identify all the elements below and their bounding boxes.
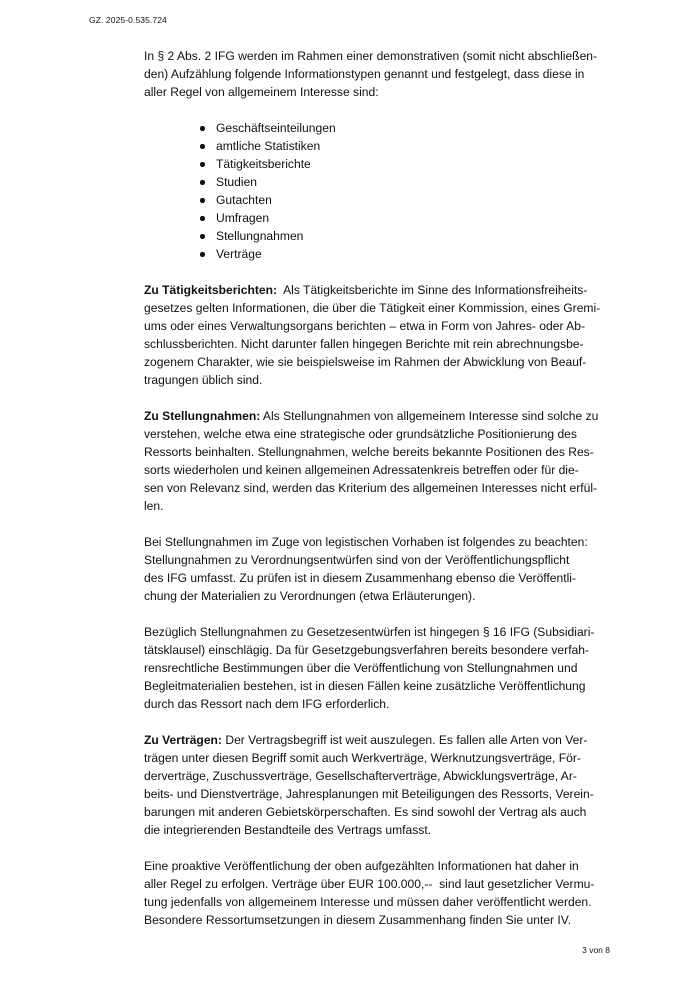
text-line: In § 2 Abs. 2 IFG werden im Rahmen einer demonstrativen (somit nicht abschließen-: [144, 49, 598, 63]
list-item: [144, 245, 614, 263]
text-line: tung jedenfalls von allgemeinem Interesse und müssen daher veröffentlicht werden.: [144, 895, 592, 909]
text-line: zogenem Charakter, wie sie beispielsweise im Rahmen der Abwicklung von Beauf-: [144, 355, 587, 369]
bullet-icon: [200, 180, 205, 185]
text-line: Der Vertragsbegriff ist weit auszulegen. Es fallen alle Arten von Ver-: [221, 733, 588, 747]
text-line: verstehen, welche etwa eine strategische oder grundsätzliche Positionierung des: [144, 427, 577, 441]
text-line: Bezüglich Stellungnahmen zu Gesetzesentwürfen ist hingegen § 16 IFG (Subsidiari-: [144, 625, 595, 639]
text-line: rensrechtliche Bestimmungen über die Veröffentlichung von Stellungnahmen und: [144, 661, 578, 675]
text-line: durch das Ressort nach dem IFG erforderlich.: [144, 697, 390, 711]
conclusion-paragraph: [144, 857, 614, 929]
document-reference-number: GZ. 2025-0.535.724: [89, 15, 167, 25]
intro-paragraph: [144, 47, 614, 101]
text-line: aller Regel von allgemeinem Interesse sind:: [144, 85, 379, 99]
text-line: sorts wiederholen und keinen allgemeinen Adressatenkreis betreffen oder für die-: [144, 463, 579, 477]
text-line: des IFG umfasst. Zu prüfen ist in diesem Zusammenhang ebenso die Veröffentli-: [144, 571, 577, 585]
text-line: Ressorts beinhalten. Stellungnahmen, welche bereits bekannte Positionen des Res-: [144, 445, 594, 459]
page-number: 3 von 8: [582, 945, 610, 955]
list-item-label: amtliche Statistiken: [216, 139, 321, 153]
list-item: [144, 119, 614, 137]
text-line: ums oder eines Verwaltungsorgans berichten – etwa in Form von Jahres- oder Ab-: [144, 319, 585, 333]
text-line: chung der Materialien zu Verordnungen (etwa Erläuterungen).: [144, 589, 476, 603]
list-item-label: Tätigkeitsberichte: [216, 157, 311, 171]
section-heading: Zu Stellungnahmen:: [144, 409, 261, 423]
list-item-label: Verträge: [216, 247, 262, 261]
text-line: derverträge, Zuschussverträge, Gesellschafterverträge, Abwicklungsverträge, Ar-: [144, 769, 577, 783]
bullet-icon: [200, 162, 205, 167]
text-line: schlussberichten. Nicht darunter fallen hingegen Berichte mit rein abrechnungsbe-: [144, 337, 584, 351]
text-line: barungen mit anderen Gebietskörperschaften. Es sind sowohl der Vertrag als auch: [144, 805, 587, 819]
gesetzesentwuerfe-paragraph: [144, 623, 614, 713]
legistik-paragraph: [144, 533, 614, 605]
text-line: den) Aufzählung folgende Informationstypen genannt und festgelegt, dass diese in: [144, 67, 585, 81]
text-line: Als Stellungnahmen von allgemeinem Interesse sind solche zu: [260, 409, 599, 423]
text-line: Stellungnahmen zu Verordnungsentwürfen sind von der Veröffentlichungspflicht: [144, 553, 570, 567]
page-body: [144, 47, 614, 929]
list-item: [144, 191, 614, 209]
text-line: Als Tätigkeitsberichte im Sinne des Informationsfreiheits-: [277, 283, 588, 297]
vertraege-paragraph: [144, 731, 614, 839]
list-item-label: Gutachten: [216, 193, 272, 207]
list-item: [144, 227, 614, 245]
list-item: [144, 155, 614, 173]
text-line: beits- und Dienstverträge, Jahresplanungen mit Beteiligungen des Ressorts, Verein-: [144, 787, 594, 801]
taetigkeitsberichte-paragraph: [144, 281, 614, 389]
text-line: Bei Stellungnahmen im Zuge von legistischen Vorhaben ist folgendes zu beachten:: [144, 535, 588, 549]
list-item: [144, 209, 614, 227]
text-line: gesetzes gelten Informationen, die über die Tätigkeit einer Kommission, eines Gremi-: [144, 301, 601, 315]
bullet-icon: [200, 126, 205, 131]
list-item-label: Stellungnahmen: [216, 229, 304, 243]
list-item: [144, 137, 614, 155]
bullet-icon: [200, 234, 205, 239]
bullet-icon: [200, 144, 205, 149]
text-line: tragungen üblich sind.: [144, 373, 263, 387]
text-line: tätsklausel) einschlägig. Da für Gesetzgebungsverfahren bereits besondere verfah-: [144, 643, 590, 657]
section-heading: Zu Verträgen:: [144, 733, 222, 747]
list-item: [144, 173, 614, 191]
text-line: die integrierenden Bestandteile des Vertrags umfasst.: [144, 823, 432, 837]
bullet-icon: [200, 216, 205, 221]
text-line: Begleitmaterialien bestehen, ist in diesen Fällen keine zusätzliche Veröffentlichung: [144, 679, 586, 693]
section-heading: Zu Tätigkeitsberichten:: [144, 283, 278, 297]
list-item-label: Geschäftseinteilungen: [216, 121, 336, 135]
list-item-label: Studien: [216, 175, 258, 189]
stellungnahmen-paragraph: [144, 407, 614, 515]
list-item-label: Umfragen: [216, 211, 270, 225]
information-types-list: [144, 119, 614, 263]
text-line: Eine proaktive Veröffentlichung der oben aufgezählten Informationen hat daher in: [144, 859, 579, 873]
bullet-icon: [200, 252, 205, 257]
text-line: len.: [144, 499, 164, 513]
text-line: sen von Relevanz sind, werden das Kriterium des allgemeinen Interesses nicht erfül-: [144, 481, 598, 495]
text-line: trägen unter diesen Begriff somit auch Werkverträge, Werknutzungsverträge, För-: [144, 751, 581, 765]
text-line: aller Regel zu erfolgen. Verträge über EUR 100.000,-- sind laut gesetzlicher Vermu-: [144, 877, 595, 891]
bullet-icon: [200, 198, 205, 203]
text-line: Besondere Ressortumsetzungen in diesem Zusammenhang finden Sie unter IV.: [144, 913, 572, 927]
